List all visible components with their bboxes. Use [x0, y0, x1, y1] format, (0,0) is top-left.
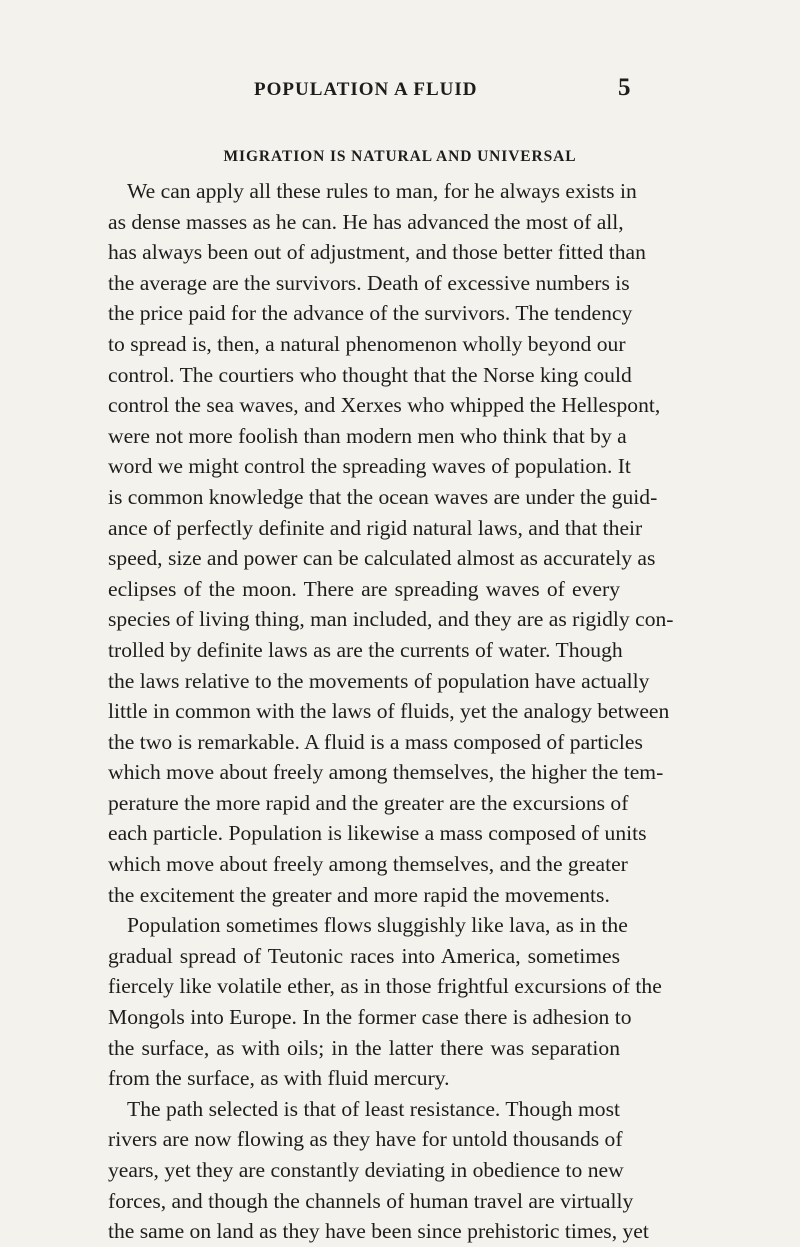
- text-line: the surface, as with oils; in the latter there was separation: [108, 1035, 620, 1060]
- text-line: rivers are now flowing as they have for untold thousands of: [108, 1127, 623, 1152]
- text-line: from the surface, as with fluid mercury.: [108, 1066, 450, 1091]
- text-line: the laws relative to the movements of population have actually: [108, 668, 650, 693]
- text-line: the price paid for the advance of the survivors. The tendency: [108, 301, 633, 326]
- text-line: which move about freely among themselves, and the greater: [108, 852, 628, 877]
- text-line: were not more foolish than modern men who think that by a: [108, 423, 627, 448]
- page-number: 5: [618, 74, 631, 101]
- text-line: is common knowledge that the ocean waves are under the guid-: [108, 484, 658, 509]
- text-line: gradual spread of Teutonic races into America, sometimes: [108, 943, 620, 968]
- text-line: trolled by definite laws as are the currents of water. Though: [108, 637, 623, 662]
- text-line: the average are the survivors. Death of excessive numbers is: [108, 270, 630, 295]
- running-head-title: POPULATION A FLUID: [254, 79, 478, 100]
- text-line: fiercely like volatile ether, as in those frightful excursions of the: [108, 974, 662, 999]
- text-line: speed, size and power can be calculated almost as accurately as: [108, 546, 656, 571]
- text-line: perature the more rapid and the greater are the excursions of: [108, 790, 629, 815]
- text-line: Mongols into Europe. In the former case there is adhesion to: [108, 1005, 632, 1030]
- text-line: as dense masses as he can. He has advanced the most of all,: [108, 209, 624, 234]
- text-line: to spread is, then, a natural phenomenon wholly beyond our: [108, 331, 626, 356]
- text-line: control the sea waves, and Xerxes who whipped the Hellespont,: [108, 393, 661, 418]
- text-line: word we might control the spreading waves of population. It: [108, 454, 631, 479]
- body-text: [108, 176, 674, 1247]
- text-line: We can apply all these rules to man, for he always exists in: [127, 179, 637, 203]
- text-line: control. The courtiers who thought that the Norse king could: [108, 362, 632, 387]
- text-line: Population sometimes flows sluggishly like lava, as in the: [127, 913, 628, 938]
- text-line: has always been out of adjustment, and those better fitted than: [108, 240, 646, 265]
- text-line: the same on land as they have been since prehistoric times, yet: [108, 1219, 649, 1244]
- text-line: little in common with the laws of fluids, yet the analogy between: [108, 699, 670, 724]
- text-line: forces, and though the channels of human travel are virtually: [108, 1188, 634, 1213]
- text-line: eclipses of the moon. There are spreading waves of every: [108, 576, 620, 601]
- text-line: the two is remarkable. A fluid is a mass composed of particles: [108, 729, 643, 754]
- text-line: the excitement the greater and more rapid the movements.: [108, 882, 610, 907]
- text-line: years, yet they are constantly deviating in obedience to new: [108, 1158, 624, 1182]
- text-line: species of living thing, man included, and they are as rigidly con-: [108, 607, 674, 632]
- text-line: which move about freely among themselves, the higher the tem-: [108, 760, 664, 785]
- text-line: The path selected is that of least resistance. Though most: [127, 1096, 620, 1121]
- text-line: each particle. Population is likewise a mass composed of units: [108, 821, 647, 846]
- section-heading: MIGRATION IS NATURAL AND UNIVERSAL: [223, 148, 577, 165]
- text-line: ance of perfectly definite and rigid natural laws, and that their: [108, 515, 643, 540]
